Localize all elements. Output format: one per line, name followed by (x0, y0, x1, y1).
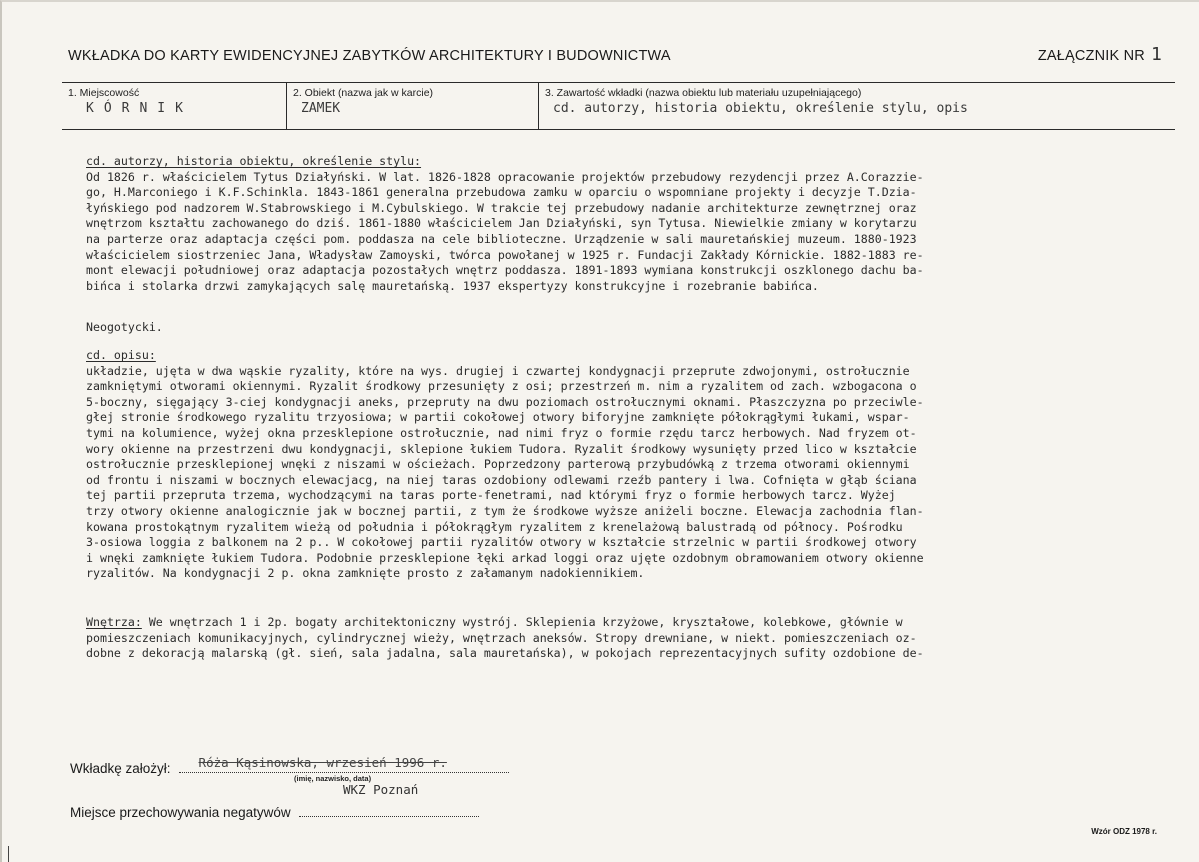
margin-mark (8, 846, 9, 862)
form-model: Wzór ODZ 1978 r. (1091, 827, 1157, 836)
content-field (538, 83, 1175, 129)
header-fields (62, 82, 1175, 130)
interior-line: pomieszczeniach komunikacyjnych, cylindrycznej wieży, wnętrzach aneksów. Stropy drewniane, w niekt. pomieszczeniach oz- (86, 630, 917, 645)
storage-label: Miejsce przechowywania negatywów (70, 805, 291, 820)
history-line: Od 1826 r. właścicielem Tytus Działyński. W lat. 1826-1828 opracowanie projektów przebudowy rezydencji przez A.Corazzie- (86, 169, 924, 184)
founder-label: Wkładkę założył: (70, 761, 171, 776)
description-heading: cd. opisu: (86, 348, 156, 362)
interior-heading: Wnętrza: (86, 615, 142, 629)
interior-first-text: We wnętrzach 1 i 2p. bogaty architektoniczny wystrój. Sklepienia krzyżowe, kryształowe, kolebkowe, głównie w (141, 615, 903, 629)
history-line: go, H.Marconiego i K.F.Schinkla. 1843-1861 generalna przebudowa zamku w oparciu o wspomniane projekty i decyzje T.Dzia- (86, 185, 917, 200)
card-title: WKŁADKA DO KARTY EWIDENCYJNEJ ZABYTKÓW ARCHITEKTURY I BUDOWNICTWA (68, 48, 671, 64)
storage-line (299, 803, 479, 817)
description-line: tej partii przepruta trzema, wychodzącymi na taras porte-fenetrami, nad którymi fryz o formie herbowych tarcz. Wyżej (86, 488, 896, 503)
description-line: tymi na kolumience, wyżej okna przesklepione ostrołucznie, nad nimi fryz o formie rzędu tarcz herbowych. Nad fryzem ot- (86, 425, 917, 440)
description-line: trzy otwory okienne analogicznie jak w bocznej partii, z tym że środkowe wyższe aniżeli boczne. Elewacja zachodnia flan- (86, 503, 924, 518)
history-line: właścicielem siostrzeniec Jana, Władysław Zamoyski, twórca powołanej w 1925 r. Fundacji Zakłady Kórnickie. 1882-1883 re- (86, 247, 924, 262)
content-value: cd. autorzy, historia obiektu, określenie stylu, opis (553, 101, 968, 116)
object-label: 2. Obiekt (nazwa jak w karcie) (293, 87, 434, 99)
history-line: na parterze oraz adaptacja części pom. poddasza na cele biblioteczne. Urządzenie w sali mauretańskiej muzeum. 1880-1923 (86, 231, 917, 246)
history-heading: cd. autorzy, historia obiektu, określenie stylu: (86, 154, 422, 168)
history-line: łyńskiego pod nadzorem W.Stabrowskiego i M.Cybulskiego. W trakcie tej przebudowy nadanie architekturze zewnętrznej oraz (86, 200, 917, 215)
content-label: 3. Zawartość wkładki (nazwa obiektu lub materiału uzupełniającego) (545, 87, 862, 99)
history-line: wnętrzom kształtu zachowanego do dziś. 1861-1880 właścicielem Jan Działyński, syn Tytusa. Niewielkie zmiany w korytarzu (86, 216, 917, 231)
locality-field (62, 83, 286, 129)
description-line: i wnęki zamknięte łukiem Tudora. Podobnie przesklepione łęki arkad loggi oraz ujęte ozdobnym obramowaniem otwory okienne (86, 550, 924, 565)
object-value: ZAMEK (301, 101, 341, 116)
institution-name: WKZ Poznań (343, 782, 419, 797)
description-line: zamkniętymi otworami okiennymi. Ryzalit środkowy przesunięty z osi; przestrzeń m. nim a ryzalitem od zach. wzbogacona o (86, 379, 917, 394)
object-field (286, 83, 538, 129)
storage-row (70, 803, 479, 820)
description-line: wory okienne na przestrzeni dwu kondygnacji, sklepione łukiem Tudora. Ryzalit środkowy wysunięty przed lico w kształcie (86, 441, 917, 456)
description-section (86, 348, 1116, 582)
description-line: głej stronie środkowego ryzalitu trzyosiowa; w partii cokołowej otwory biforyjne zamknięte półokrągłymi łukami, wspar- (86, 410, 910, 425)
founder-hint: (imię, nazwisko, data) (294, 774, 372, 783)
locality-label: 1. Miejscowość (68, 87, 140, 99)
style-section (86, 320, 1116, 336)
founder-row (70, 755, 509, 776)
style-value: Neogotycki. (86, 320, 163, 334)
description-line: 3-osiowa loggia z balkonem na 2 p.. W cokołowej partii ryzalitów otwory w kształcie strzelnic w partii środkowej otwory (86, 535, 917, 550)
founder-line (179, 755, 509, 773)
interior-line: dobne z dekoracją malarską (gł. sień, sala jadalna, sala mauretańska), w pokojach reprezentacyjnych sufity ozdobione de- (86, 646, 924, 661)
description-line: układzie, ujęta w dwa wąskie ryzality, które na wys. drugiej i czwartej kondygnacji przeprute zdwojonymi, ostrołucznie (86, 363, 910, 378)
interior-first-line (86, 615, 1116, 631)
description-line: 5-boczny, sięgający 3-ciej kondygnacji aneks, przepruty na dwu poziomach ostrołucznymi oknami. Płaszczyzna po przeciwle- (86, 394, 924, 409)
locality-value: KÓRNIK (86, 101, 193, 116)
description-line: kowana prostokątnym ryzalitem wieżą od południa i półokrągłym ryzalitem z krenelażową balustradą od północy. Pośrodku (86, 519, 903, 534)
history-section (86, 154, 1116, 294)
card-header (68, 44, 1162, 65)
interior-section (86, 615, 1116, 662)
attachment-number-value: 1 (1150, 44, 1162, 65)
description-line: ryzalitów. Na kondygnacji 2 p. okna zamknięte prosto z załamanym nadokiennikiem. (86, 566, 645, 581)
history-line: mont elewacji południowej oraz adaptacja pozostałych wnętrz poddasza. 1891-1893 wymiana konstrukcji oszklonego dachu ba- (86, 263, 924, 278)
history-line: bińca i stolarka drzwi zamykających salę mauretańską. 1937 ekspertyzy konstrukcyjne i rozebranie babińca. (86, 278, 819, 293)
founder-value: Róża Kąsinowska, wrzesień 1996 r. (198, 755, 447, 770)
attachment-label: ZAŁĄCZNIK NR (1037, 48, 1145, 64)
description-line: od frontu i niszami w bocznych elewacjacg, na niej taras ozdobiony odlewami rzeźb pantery i lwa. Cofnięta w głąb ściana (86, 472, 917, 487)
attachment-number (1038, 44, 1162, 65)
description-line: ostrołucznie przesklepionej wnęki z niszami w ościeżach. Poprzedzony parterową przybudówką z trzema otworami okiennymi (86, 457, 910, 472)
